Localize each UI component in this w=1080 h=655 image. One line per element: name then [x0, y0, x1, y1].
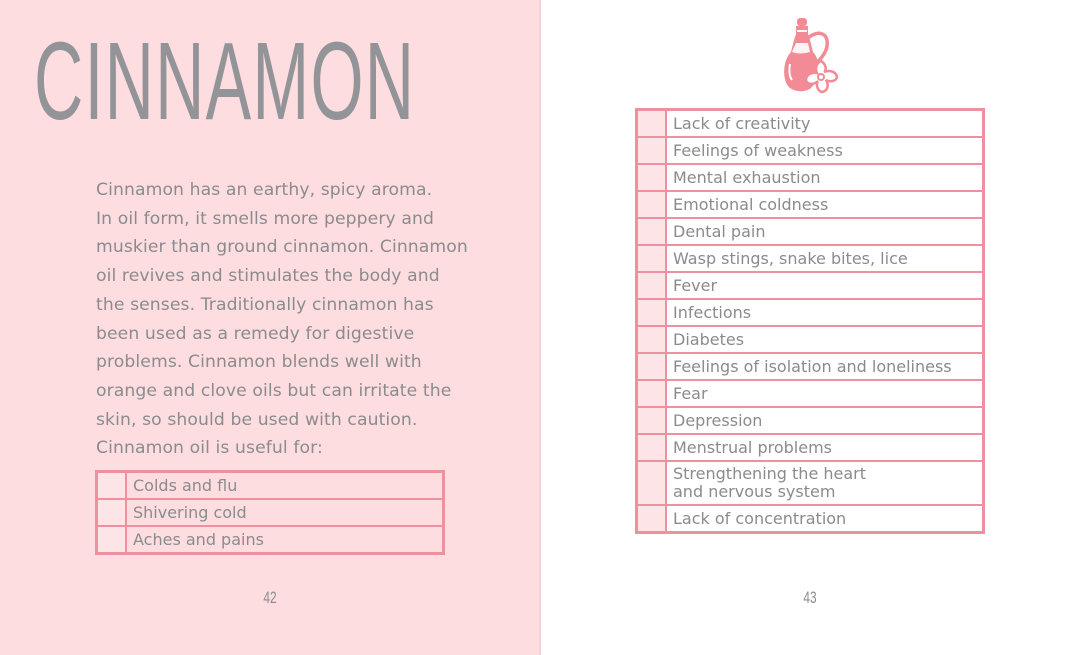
checkbox[interactable]: [637, 461, 667, 505]
checklist-label: Lack of creativity: [666, 110, 984, 138]
checkbox[interactable]: [637, 434, 667, 461]
checklist-label: Infections: [666, 299, 984, 326]
uses-checklist-right: [635, 108, 985, 534]
checklist-label: Mental exhaustion: [666, 164, 984, 191]
page-number: 42: [263, 588, 277, 607]
checkbox[interactable]: [637, 353, 667, 380]
checklist-label: Fever: [666, 272, 984, 299]
checklist-row: [97, 472, 444, 500]
checkbox[interactable]: [637, 299, 667, 326]
checklist-row: [637, 407, 984, 434]
checklist-label: Feelings of weakness: [666, 137, 984, 164]
body-line: the senses. Traditionally cinnamon has: [96, 294, 434, 315]
checkbox[interactable]: [637, 505, 667, 533]
checklist-row: [637, 245, 984, 272]
checklist-label: Depression: [666, 407, 984, 434]
body-line: muskier than ground cinnamon. Cinnamon: [96, 237, 468, 258]
body-line: Cinnamon oil is useful for:: [96, 438, 323, 459]
checklist-label-line: and nervous system: [673, 482, 836, 501]
checklist-row: [97, 526, 444, 554]
checklist-label: Dental pain: [666, 218, 984, 245]
checkbox[interactable]: [637, 110, 667, 138]
checkbox[interactable]: [637, 191, 667, 218]
checklist-row: [637, 434, 984, 461]
checkbox[interactable]: [97, 499, 127, 526]
page-number: 43: [803, 588, 817, 607]
checklist-row: [637, 110, 984, 138]
checklist-label: Shivering cold: [126, 499, 444, 526]
checkbox[interactable]: [637, 245, 667, 272]
checkbox[interactable]: [637, 272, 667, 299]
checklist-label: Fear: [666, 380, 984, 407]
body-line: Cinnamon has an earthy, spicy aroma.: [96, 180, 433, 200]
uses-checklist-left: [95, 470, 445, 555]
checkbox[interactable]: [637, 137, 667, 164]
checklist-label: Diabetes: [666, 326, 984, 353]
checklist-row: [637, 272, 984, 299]
checklist-row: [637, 299, 984, 326]
page-title: CINNAMON: [34, 20, 416, 143]
checklist-row: [637, 137, 984, 164]
body-line: problems. Cinnamon blends well with: [96, 352, 422, 373]
body-line: In oil form, it smells more peppery and: [96, 208, 434, 229]
description-paragraph: [96, 176, 468, 463]
checklist-row: [637, 326, 984, 353]
checklist-label: Feelings of isolation and loneliness: [666, 353, 984, 380]
checklist-label: Lack of concentration: [666, 505, 984, 533]
checkbox[interactable]: [637, 218, 667, 245]
body-line: skin, so should be used with caution.: [96, 409, 418, 430]
checklist-row: [97, 499, 444, 526]
body-line: been used as a remedy for digestive: [96, 323, 415, 344]
checkbox[interactable]: [637, 407, 667, 434]
checklist-label: Emotional coldness: [666, 191, 984, 218]
checkbox[interactable]: [637, 164, 667, 191]
checkbox[interactable]: [637, 326, 667, 353]
checklist-label: Colds and flu: [126, 472, 444, 500]
checklist-row: [637, 164, 984, 191]
checklist-row: [637, 461, 984, 505]
body-line: orange and clove oils but can irritate the: [96, 380, 452, 401]
checklist-row: [637, 218, 984, 245]
checklist-label: [666, 461, 984, 505]
checklist-label-line: Strengthening the heart: [673, 464, 867, 483]
checklist-label: Wasp stings, snake bites, lice: [666, 245, 984, 272]
checklist-row: [637, 353, 984, 380]
checkbox[interactable]: [97, 526, 127, 554]
body-line: oil revives and stimulates the body and: [96, 266, 440, 287]
oil-bottle-flower-icon: [783, 16, 839, 96]
checklist-label: Menstrual problems: [666, 434, 984, 461]
checklist-label: Aches and pains: [126, 526, 444, 554]
checkbox[interactable]: [637, 380, 667, 407]
checklist-row: [637, 505, 984, 533]
checkbox[interactable]: [97, 472, 127, 500]
checklist-row: [637, 191, 984, 218]
checklist-row: [637, 380, 984, 407]
